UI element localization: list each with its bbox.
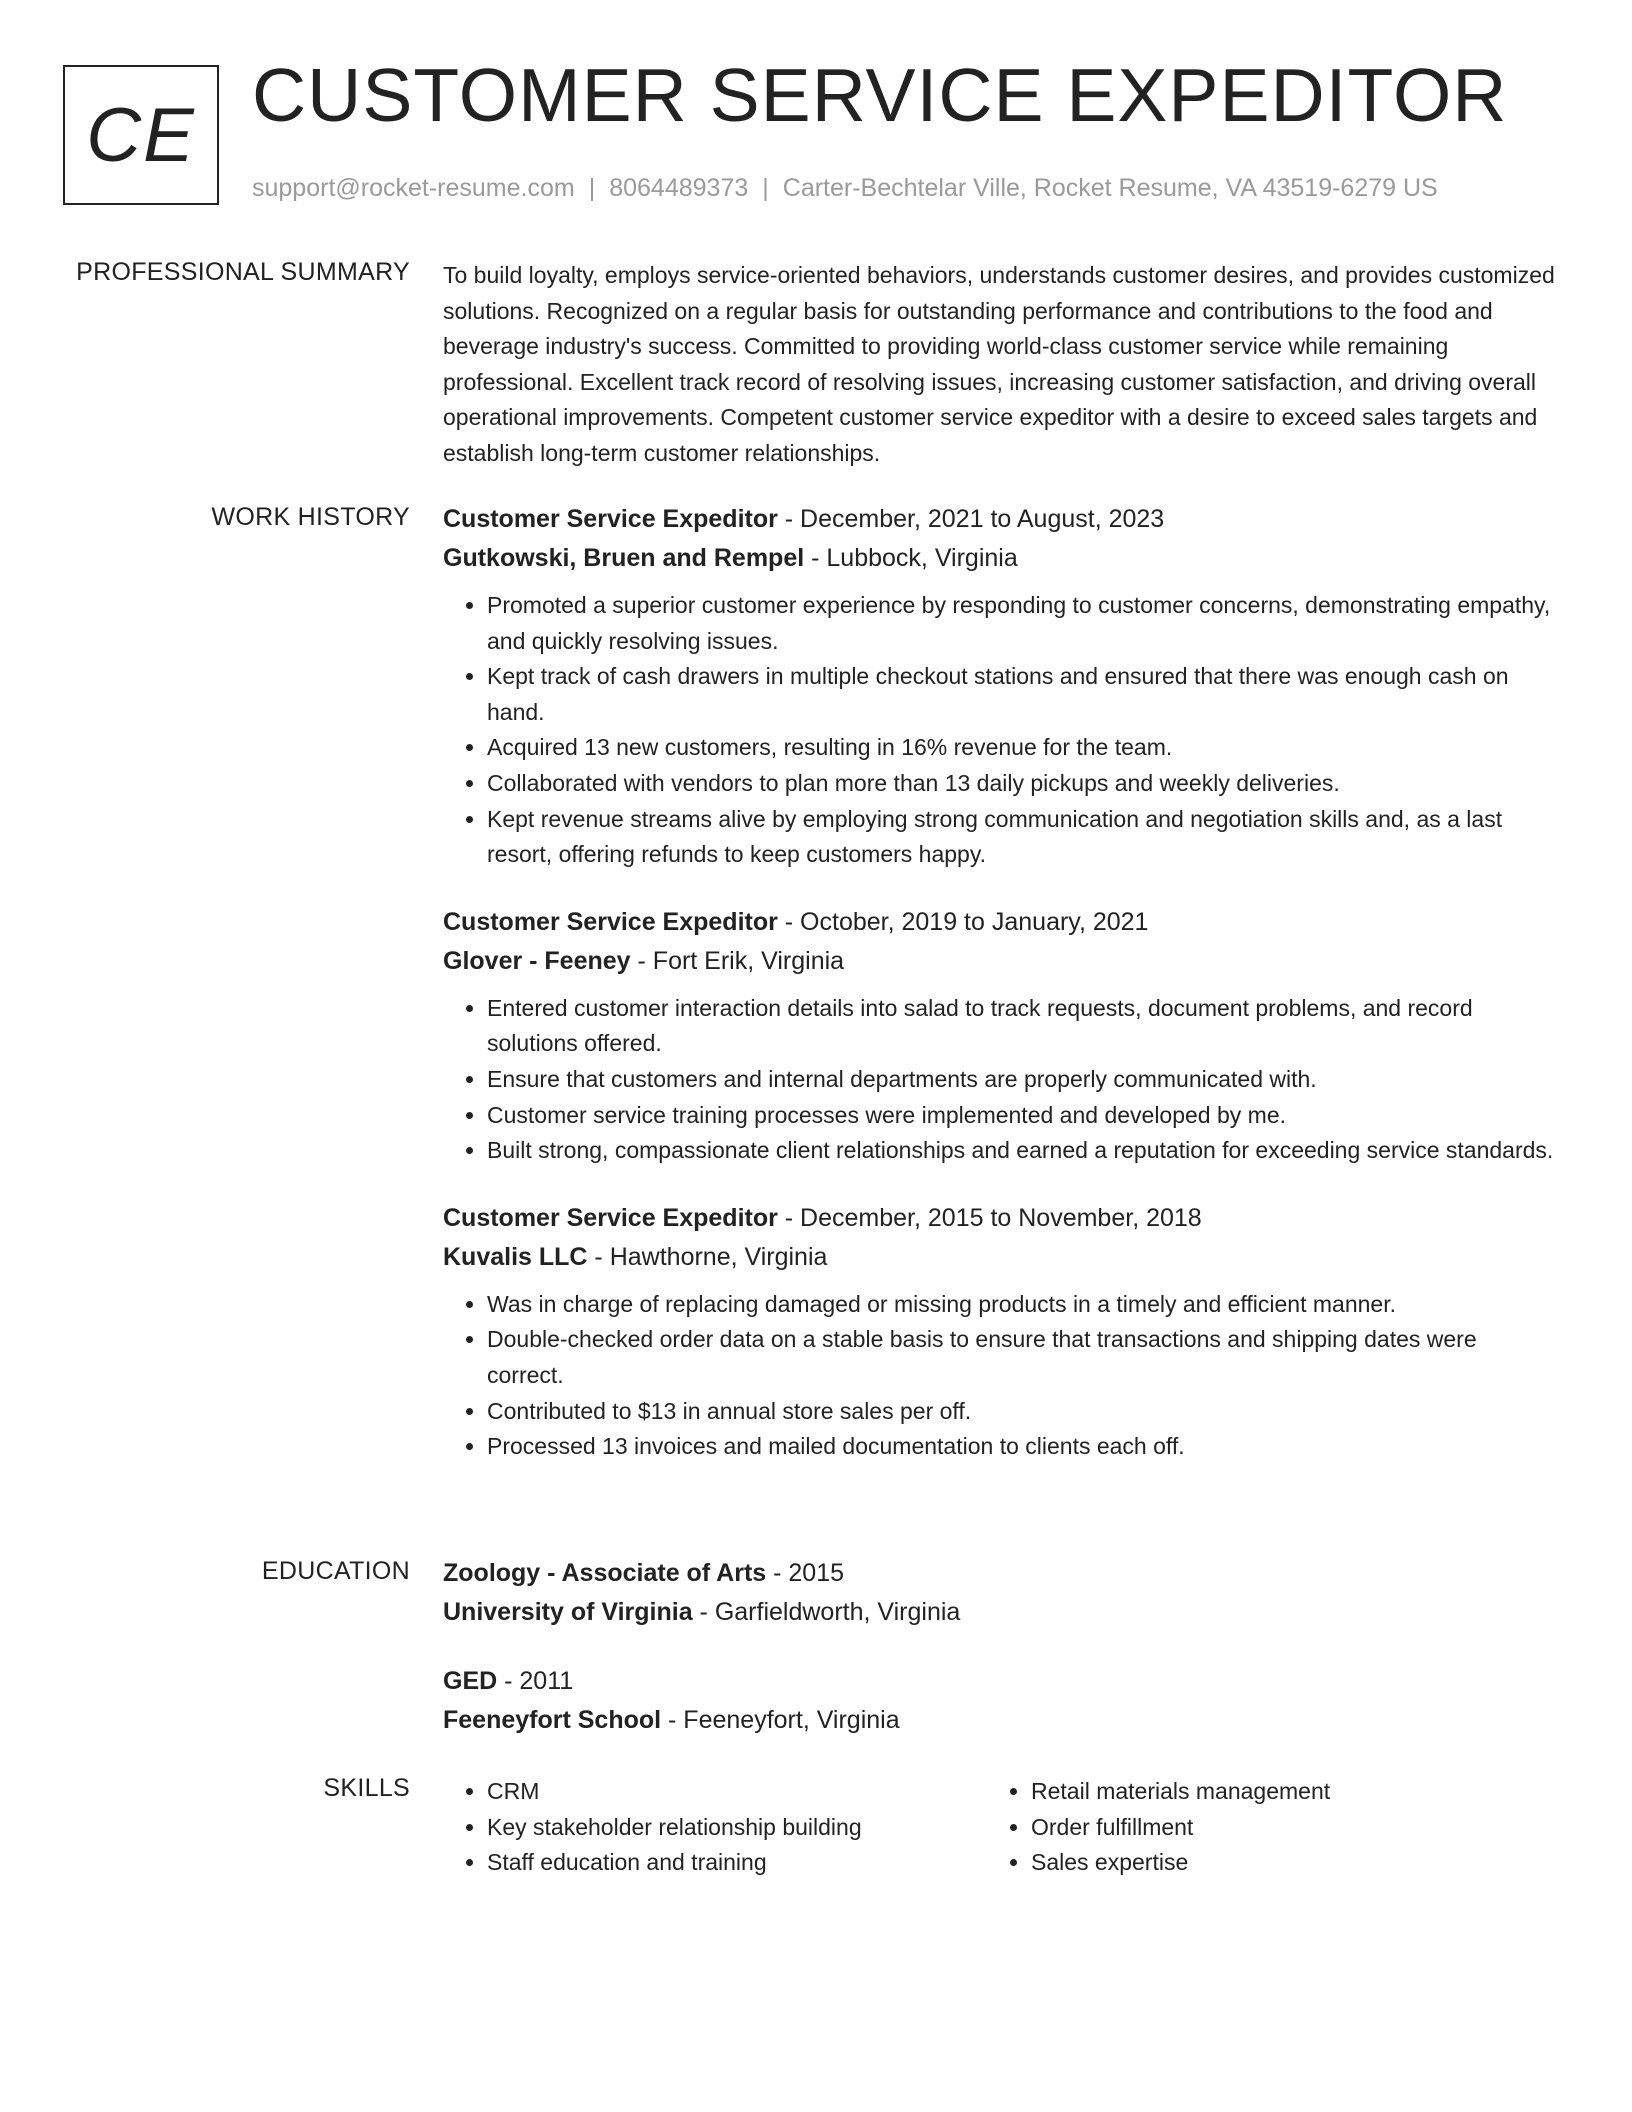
job-company: Glover - Feeney	[443, 946, 631, 975]
summary-text: To build loyalty, employs service-oriented behaviors, understands customer desires, and provides customized solutions. Recognized on a regular basis for outstanding performance and contributions to the food and beverage industry's success. Committed to providing world-class customer service while remaining professional. Excellent track record of resolving issues, increasing customer satisfaction, and driving overall operational improvements. Competent customer service expeditor with a desire to exceed sales targets and establish long-term customer relationships.	[443, 262, 1555, 466]
job-dates: - December, 2021 to August, 2023	[777, 505, 1165, 533]
job-bullets	[443, 588, 1558, 873]
job-bullet: • Processed 13 invoices and mailed documentation to clients each off.	[487, 1429, 1558, 1465]
summary-heading: PROFESSIONAL SUMMARY	[76, 258, 410, 286]
education-heading: EDUCATION	[261, 1557, 410, 1585]
skills-columns	[443, 1774, 1558, 1881]
job-bullet: • Contributed to $13 in annual store sales per off.	[487, 1394, 1558, 1430]
school-line	[443, 1701, 1558, 1740]
school-line	[443, 1593, 1558, 1632]
job-title-line	[443, 1199, 1558, 1238]
education-entry	[443, 1662, 1558, 1740]
job-entry	[443, 1199, 1558, 1465]
job-company-line	[443, 942, 1558, 981]
school: Feeneyfort School	[443, 1706, 662, 1734]
resume-title: CUSTOMER SERVICE EXPEDITOR	[252, 53, 1508, 137]
job-dates: - December, 2015 to November, 2018	[777, 1203, 1202, 1232]
job-company-line	[443, 1238, 1558, 1277]
degree-year: - 2011	[497, 1667, 574, 1695]
skills-list-left	[443, 1774, 987, 1881]
school: University of Virginia	[443, 1598, 693, 1626]
job-bullet: • Entered customer interaction details into salad to track requests, document problems, and record solutions offered.	[487, 991, 1558, 1062]
degree: Zoology - Associate of Arts	[443, 1559, 767, 1587]
initials-monogram: CE	[63, 65, 219, 205]
contact-separator: |	[588, 174, 596, 202]
contact-separator: |	[762, 174, 769, 202]
job-dates: - October, 2019 to January, 2021	[777, 907, 1149, 936]
job-bullet: • Ensure that customers and internal departments are properly communicated with.	[487, 1062, 1558, 1098]
contact-email: support@rocket-resume.com	[252, 174, 575, 202]
skill-item: • Retail materials management	[1031, 1774, 1531, 1810]
contact-line	[252, 174, 1438, 203]
job-entry	[443, 903, 1558, 1169]
job-title-line	[443, 500, 1558, 539]
job-bullet: • Promoted a superior customer experience by responding to customer concerns, demonstrating empathy, and quickly resolving issues.	[487, 588, 1558, 659]
skills-heading: SKILLS	[323, 1774, 410, 1802]
job-title: Customer Service Expeditor	[443, 1203, 778, 1232]
skills-list-right	[987, 1774, 1531, 1881]
contact-phone: 8064489373	[609, 174, 749, 202]
job-bullet: • Kept revenue streams alive by employing strong communication and negotiation skills and, as a last resort, offering refunds to keep customers happy.	[487, 802, 1558, 873]
job-bullet: • Built strong, compassionate client relationships and earned a reputation for exceeding service standards.	[487, 1133, 1558, 1169]
skills-body	[443, 1774, 1558, 1881]
job-bullet: • Double-checked order data on a stable basis to ensure that transactions and shipping dates were correct.	[487, 1322, 1558, 1393]
job-bullet: • Collaborated with vendors to plan more than 13 daily pickups and weekly deliveries.	[487, 766, 1558, 802]
job-title: Customer Service Expeditor	[443, 907, 778, 936]
degree-year: - 2015	[766, 1559, 845, 1587]
school-location: - Garfieldworth, Virginia	[692, 1598, 961, 1626]
job-bullet: • Kept track of cash drawers in multiple checkout stations and ensured that there was enough cash on hand.	[487, 659, 1558, 730]
job-company: Kuvalis LLC	[443, 1242, 588, 1271]
contact-address: Carter-Bechtelar Ville, Rocket Resume, VA 43519-6279 US	[782, 174, 1438, 202]
job-title: Customer Service Expeditor	[443, 505, 778, 533]
skill-item: • Order fulfillment	[1031, 1810, 1531, 1846]
skill-item: • Key stakeholder relationship building	[487, 1810, 987, 1846]
skill-item: • Sales expertise	[1031, 1845, 1531, 1881]
job-title-line	[443, 903, 1558, 942]
skill-item: • Staff education and training	[487, 1845, 987, 1881]
job-bullets	[443, 1287, 1558, 1465]
job-location: - Fort Erik, Virginia	[630, 946, 845, 975]
job-location: - Hawthorne, Virginia	[587, 1242, 828, 1271]
job-company-line	[443, 539, 1558, 578]
job-location: - Lubbock, Virginia	[804, 544, 1018, 572]
job-bullet: • Acquired 13 new customers, resulting in 16% revenue for the team.	[487, 730, 1558, 766]
education-entry	[443, 1554, 1558, 1632]
work-history-heading: WORK HISTORY	[211, 503, 410, 531]
skill-item: • CRM	[487, 1774, 987, 1810]
education-body	[443, 1554, 1558, 1770]
degree-line	[443, 1662, 1558, 1701]
job-entry	[443, 500, 1558, 873]
degree: GED	[443, 1667, 498, 1695]
summary-body	[443, 258, 1558, 471]
job-bullets	[443, 991, 1558, 1169]
job-bullet: • Customer service training processes were implemented and developed by me.	[487, 1098, 1558, 1134]
job-bullet: • Was in charge of replacing damaged or missing products in a timely and efficient manner.	[487, 1287, 1558, 1323]
job-company: Gutkowski, Bruen and Rempel	[443, 544, 805, 572]
school-location: - Feeneyfort, Virginia	[661, 1706, 900, 1734]
degree-line	[443, 1554, 1558, 1593]
work-history-body	[443, 500, 1558, 1495]
